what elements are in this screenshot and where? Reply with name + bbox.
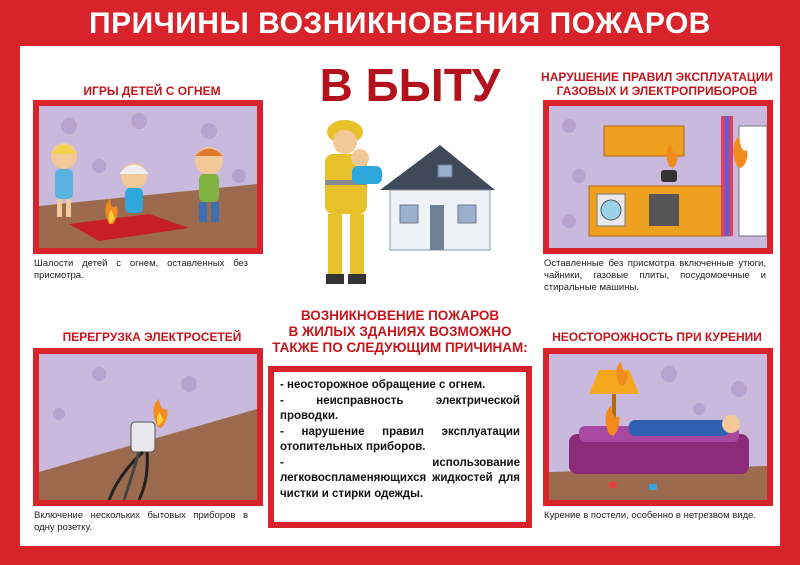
center-heading-line3: ТАКЖЕ ПО СЛЕДУЮЩИМ ПРИЧИНАМ: [272, 340, 528, 355]
center-heading [268, 308, 532, 356]
overload-caption: Включение нескольких бытовых приборов в одну розетку. [34, 510, 248, 533]
children-playing-with-fire-illustration [39, 106, 257, 248]
poster-subtitle: В БЫТУ [319, 59, 501, 111]
appliances-heading-line1: НАРУШЕНИЕ ПРАВИЛ ЭКСПЛУАТАЦИИ [541, 70, 773, 84]
center-heading-line2: В ЖИЛЫХ ЗДАНИЯХ ВОЗМОЖНО [288, 324, 512, 339]
causes-list-frame [268, 366, 532, 528]
firefighter-carrying-child-illustration [300, 110, 500, 300]
overload-frame [33, 348, 263, 506]
children-frame [33, 100, 263, 254]
list-item: - неисправность электрической проводки. [280, 394, 520, 422]
house-illustration [380, 145, 495, 250]
appliances-caption: Оставленные без присмотра включенные утюги, чайники, газовые плиты, посудомоечные и стиральные машины. [544, 258, 766, 293]
causes-list [274, 372, 526, 522]
children-heading: ИГРЫ ДЕТЕЙ С ОГНЕМ [83, 84, 221, 98]
list-item: - использование легковоспламеняющихся жидкостей для чистки и стирки одежды. [280, 456, 520, 500]
poster-title: ПРИЧИНЫ ВОЗНИКНОВЕНИЯ ПОЖАРОВ [89, 7, 711, 40]
smoking-heading: НЕОСТОРОЖНОСТЬ ПРИ КУРЕНИИ [552, 330, 762, 344]
appliances-heading-line2: ГАЗОВЫХ И ЭЛЕКТРОПРИБОРОВ [556, 84, 758, 98]
list-item: - неосторожное обращение с огнем. [280, 379, 486, 391]
appliances-frame [543, 100, 773, 254]
list-item: - нарушение правил эксплуатации отопительных приборов. [280, 425, 520, 453]
smoking-caption: Курение в постели, особенно в нетрезвом виде. [544, 510, 757, 521]
smoking-in-bed-illustration [549, 354, 767, 500]
overload-heading: ПЕРЕГРУЗКА ЭЛЕКТРОСЕТЕЙ [62, 330, 242, 344]
kitchen-appliances-fire-illustration [549, 106, 767, 248]
smoking-frame [543, 348, 773, 506]
overloaded-socket-illustration [39, 354, 257, 500]
children-caption: Шалости детей с огнем, оставленных без присмотра. [34, 258, 248, 281]
center-heading-line1: ВОЗНИКНОВЕНИЕ ПОЖАРОВ [300, 308, 500, 323]
